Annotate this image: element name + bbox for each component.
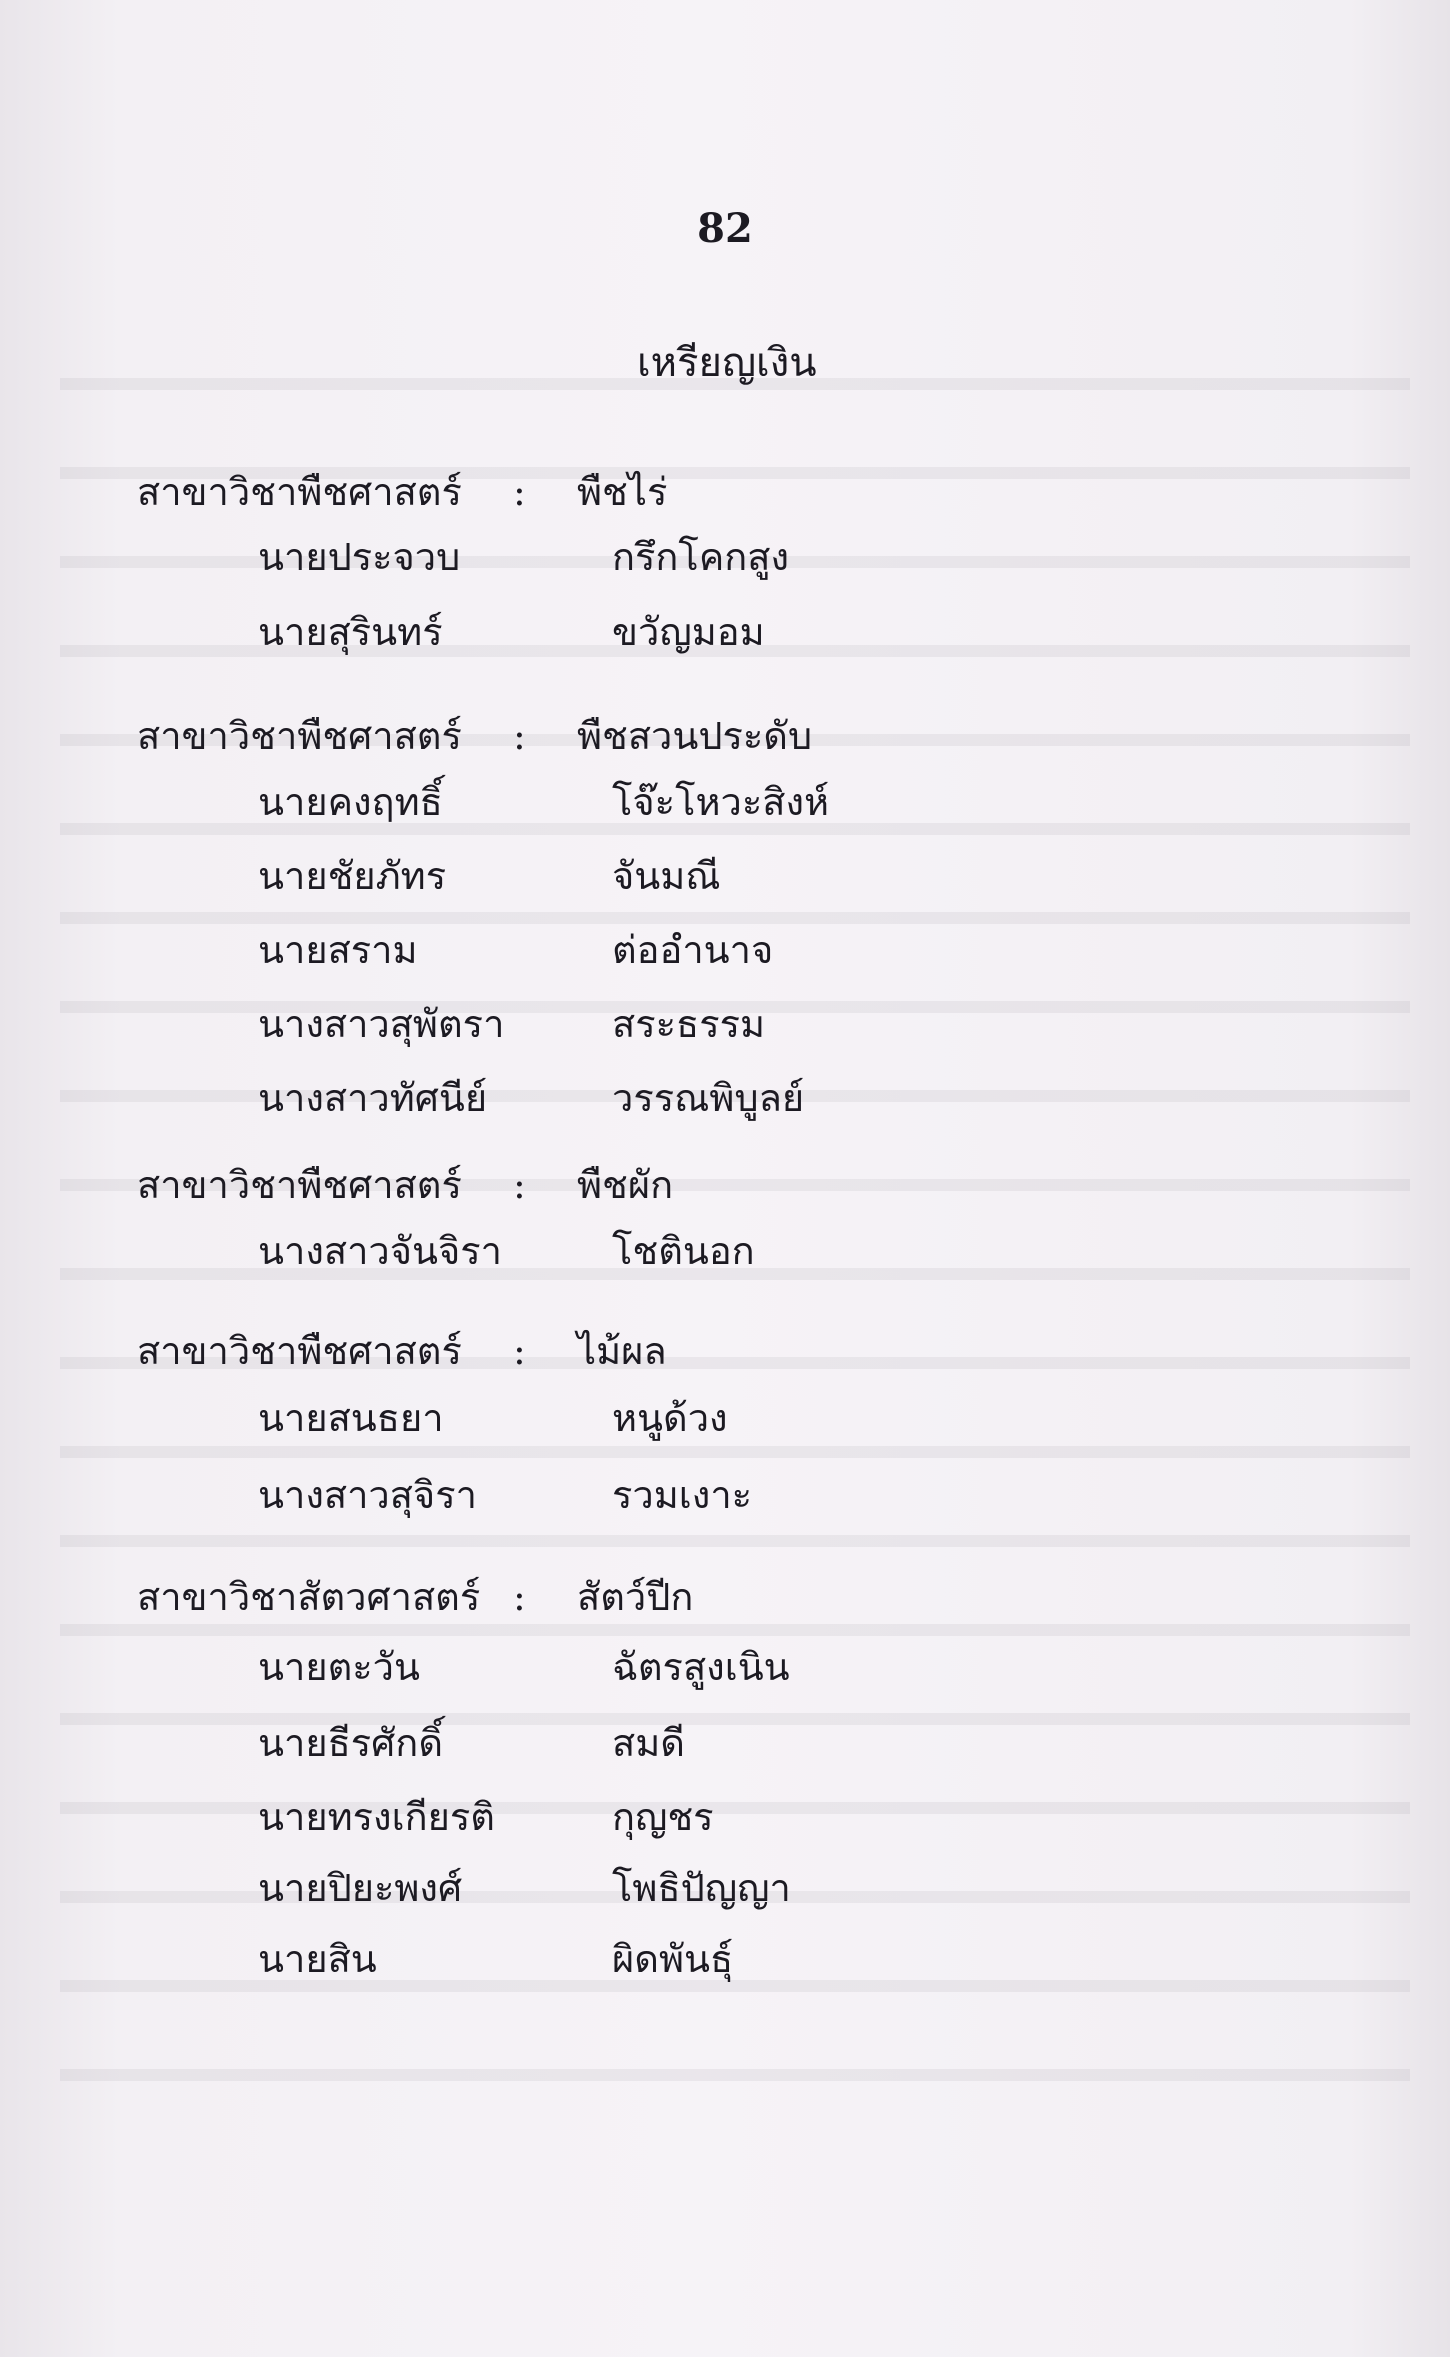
major-label: พืชไร่ [577,470,668,514]
member-row [0,1858,1450,1918]
member-last-name: สมดี [612,1721,685,1765]
member-row [0,527,1450,587]
separator-colon: : [513,1575,526,1619]
section-heading [0,706,1450,766]
major-label: ไม้ผล [577,1329,667,1373]
member-first-name: นางสาวสุพัตรา [258,1002,505,1046]
department-label: สาขาวิชาพืชศาสตร์ [137,714,462,758]
member-first-name: นายปิยะพงศ์ [258,1866,463,1910]
member-last-name: กุญชร [612,1795,714,1839]
department-label: สาขาวิชาพืชศาสตร์ [137,470,462,514]
member-last-name: ฉัตรสูงเนิน [612,1645,790,1689]
separator-colon: : [513,1329,526,1373]
member-first-name: นายธีรศักดิ์ [258,1721,443,1765]
member-first-name: นายประจวบ [258,535,461,579]
member-row [0,772,1450,832]
member-first-name: นางสาวจันจิรา [258,1229,502,1273]
member-last-name: ขวัญมอม [612,610,765,654]
member-row [0,1787,1450,1847]
member-last-name: โพธิปัญญา [612,1866,791,1910]
separator-colon: : [513,714,526,758]
member-row [0,920,1450,980]
separator-colon: : [513,470,526,514]
major-label: พืชสวนประดับ [577,714,813,758]
member-row [0,994,1450,1054]
member-first-name: นายสนธยา [258,1396,444,1440]
member-last-name: กรึกโคกสูง [612,535,790,579]
department-label: สาขาวิชาสัตวศาสตร์ [137,1575,481,1619]
member-row [0,1068,1450,1128]
section-heading [0,1155,1450,1215]
member-row [0,1221,1450,1281]
member-row [0,1388,1450,1448]
member-last-name: รวมเงาะ [612,1473,753,1517]
member-first-name: นางสาวทัศนีย์ [258,1076,488,1120]
section-heading [0,1321,1450,1381]
member-first-name: นายชัยภัทร [258,854,447,898]
page-number: 82 [697,205,753,252]
member-first-name: นางสาวสุจิรา [258,1473,477,1517]
member-last-name: วรรณพิบูลย์ [612,1076,805,1120]
member-last-name: สระธรรม [612,1002,766,1046]
section-heading [0,1567,1450,1627]
department-label: สาขาวิชาพืชศาสตร์ [137,1329,462,1373]
separator-colon: : [513,1163,526,1207]
member-row [0,846,1450,906]
member-first-name: นายทรงเกียรติ [258,1795,495,1839]
member-last-name: โชตินอก [612,1229,755,1273]
member-first-name: นายสุรินทร์ [258,610,443,654]
member-row [0,1637,1450,1697]
member-last-name: โจ๊ะโหวะสิงห์ [612,780,830,824]
member-last-name: ผิดพันธุ์ [612,1937,734,1981]
major-label: สัตว์ปีก [577,1575,694,1619]
member-row [0,1929,1450,1989]
member-last-name: ต่ออำนาจ [612,928,774,972]
member-last-name: จันมณี [612,854,721,898]
member-last-name: หนูด้วง [612,1396,728,1440]
member-first-name: นายตะวัน [258,1645,420,1689]
section-heading [0,462,1450,522]
member-first-name: นายสิน [258,1937,377,1981]
member-row [0,1713,1450,1773]
member-row [0,1465,1450,1525]
department-label: สาขาวิชาพืชศาสตร์ [137,1163,462,1207]
member-first-name: นายสราม [258,928,418,972]
member-first-name: นายคงฤทธิ์ [258,780,443,824]
award-title: เหรียญเงิน [637,340,817,386]
member-row [0,602,1450,662]
major-label: พืชผัก [577,1163,674,1207]
